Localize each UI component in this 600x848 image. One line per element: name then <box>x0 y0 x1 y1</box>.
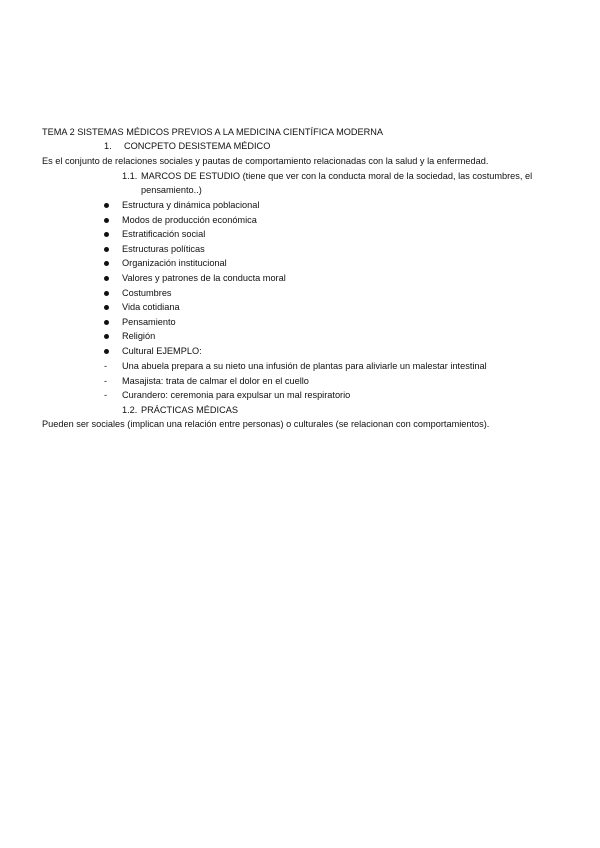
dash-icon: - <box>104 390 108 401</box>
list-item-text: Pensamiento <box>122 316 176 327</box>
bullet-icon <box>104 218 109 223</box>
list-item <box>100 316 286 331</box>
document-title: TEMA 2 SISTEMAS MÉDICOS PREVIOS A LA MEDICINA CIENTÍFICA MODERNA <box>42 127 384 137</box>
list-item <box>100 375 487 390</box>
list-item-text: Estructuras políticas <box>122 243 205 254</box>
section-1-2-heading: PRÁCTICAS MÉDICAS <box>141 405 238 415</box>
bullet-icon <box>104 203 109 208</box>
list-item-text: Cultural EJEMPLO: <box>122 345 202 356</box>
list-item-text: Costumbres <box>122 287 172 298</box>
list-item <box>100 243 286 258</box>
bullet-icon <box>104 291 109 296</box>
section-1-1-heading-continued: pensamiento..) <box>141 185 202 195</box>
section-1-number: 1. <box>104 141 112 151</box>
paragraph-definition: Es el conjunto de relaciones sociales y pautas de comportamiento relacionadas con la salud y la enfermedad. <box>42 156 489 166</box>
list-item-text: Masajista: trata de calmar el dolor en el cuello <box>122 375 309 386</box>
list-item <box>100 301 286 316</box>
examples-list <box>100 360 487 404</box>
list-item <box>100 257 286 272</box>
dash-icon: - <box>104 361 108 371</box>
dash-icon: - <box>104 375 108 386</box>
section-1-heading: CONCPETO DESISTEMA MÉDICO <box>124 141 271 151</box>
list-item-text: Modos de producción económica <box>122 214 257 225</box>
bullet-icon <box>104 320 109 325</box>
list-item-text: Estructura y dinámica poblacional <box>122 200 260 210</box>
list-item <box>100 287 286 302</box>
list-item-text: Curandero: ceremonia para expulsar un mal respiratorio <box>122 390 351 401</box>
list-item <box>100 228 286 243</box>
list-item <box>100 345 286 360</box>
list-item-text: Organización institucional <box>122 258 227 269</box>
paragraph-practices: Pueden ser sociales (implican una relación entre personas) o culturales (se relacionan con comportamientos). <box>42 419 490 429</box>
list-item-text: Estratificación social <box>122 229 206 240</box>
section-1-2-number: 1.2. <box>122 405 138 415</box>
bullet-icon <box>104 334 109 339</box>
list-item <box>100 330 286 345</box>
bullet-icon <box>104 349 109 354</box>
list-item-text: Vida cotidiana <box>122 302 180 313</box>
list-item <box>100 214 286 229</box>
section-1-1-heading: MARCOS DE ESTUDIO (tiene que ver con la conducta moral de la sociedad, las costumbres, el <box>141 171 533 181</box>
study-frameworks-list <box>100 199 286 360</box>
list-item-text: Religión <box>122 331 156 342</box>
bullet-icon <box>104 276 109 281</box>
section-1-1-number: 1.1. <box>122 171 138 181</box>
list-item-text: Valores y patrones de la conducta moral <box>122 272 286 283</box>
list-item-text: Una abuela prepara a su nieto una infusión de plantas para aliviarle un malestar intestinal <box>122 361 487 371</box>
list-item <box>100 199 286 214</box>
list-item <box>100 360 487 375</box>
bullet-icon <box>104 305 109 310</box>
list-item <box>100 389 487 404</box>
list-item <box>100 272 286 287</box>
bullet-icon <box>104 232 109 237</box>
bullet-icon <box>104 261 109 266</box>
bullet-icon <box>104 247 109 252</box>
